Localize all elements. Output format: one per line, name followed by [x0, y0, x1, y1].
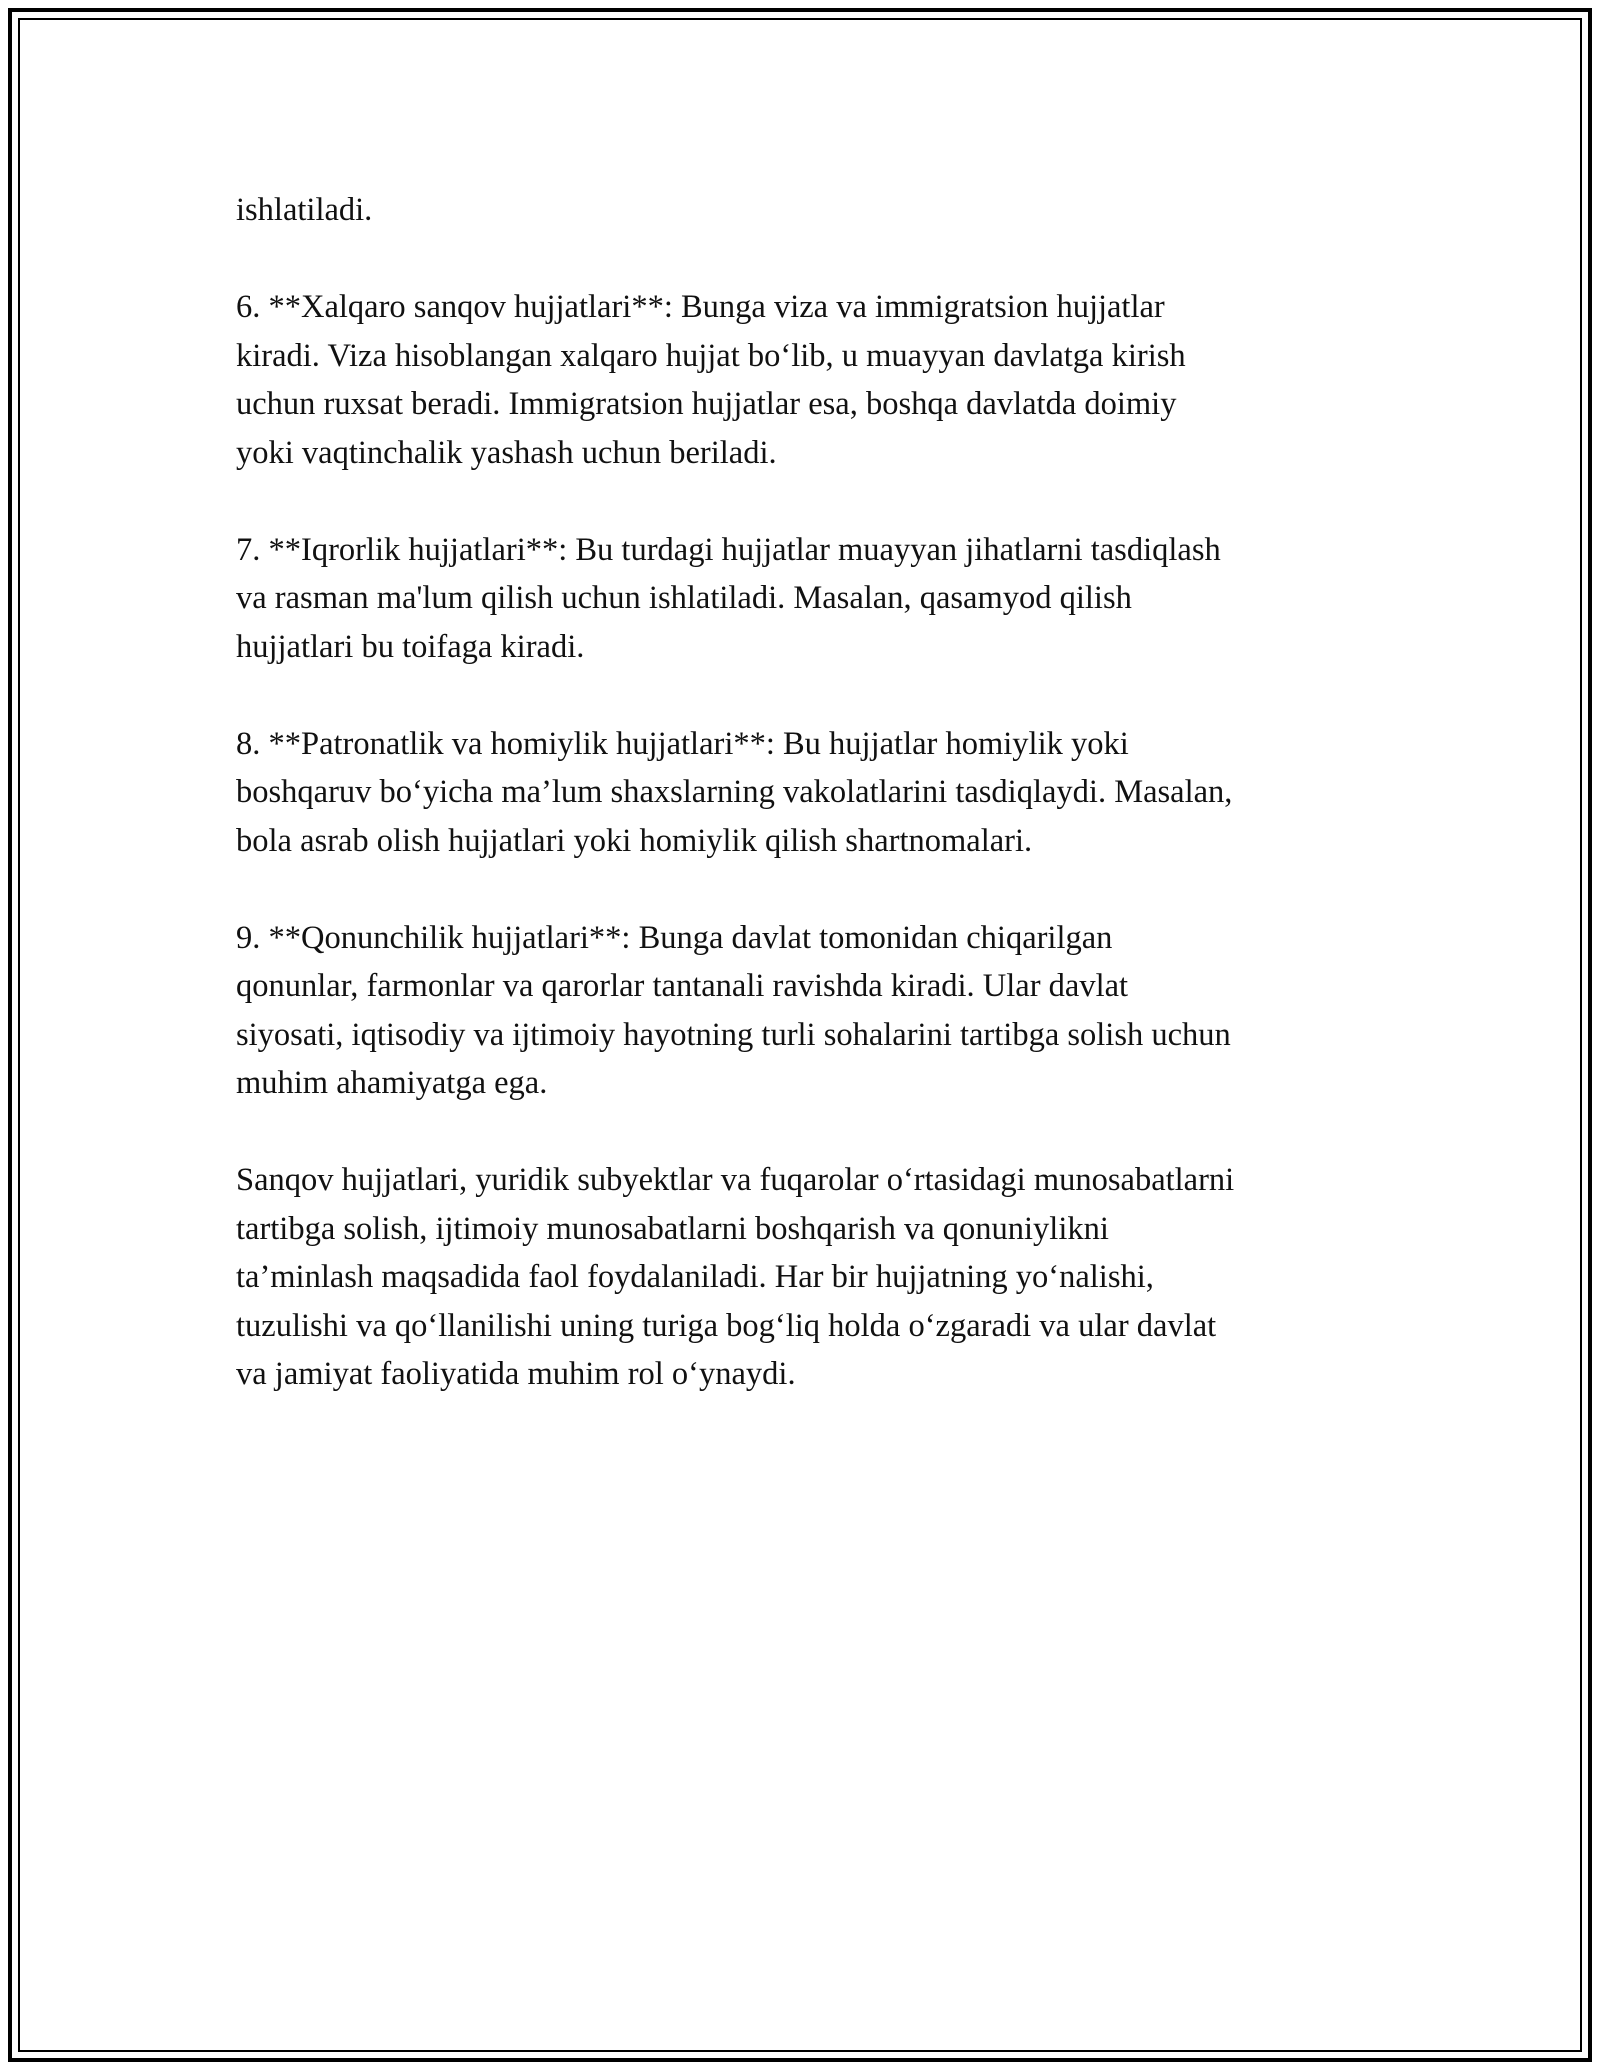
text-line: va jamiyat faoliyatida muhim rol o‘ynaydi. [236, 1356, 796, 1392]
text-line: muhim ahamiyatga ega. [236, 1065, 548, 1101]
text-line: uchun ruxsat beradi. Immigratsion hujjatlar esa, boshqa davlatda doimiy [236, 386, 1177, 422]
paragraph-item-6 [236, 283, 1366, 477]
text-line: 7. **Iqrorlik hujjatlari**: Bu turdagi hujjatlar muayyan jihatlarni tasdiqlash [236, 531, 1221, 568]
paragraph-item-9 [236, 914, 1366, 1108]
text-line: ta’minlash maqsadida faol foydalaniladi. Har bir hujjatning yo‘nalishi, [236, 1259, 1154, 1295]
text-line: qonunlar, farmonlar va qarorlar tantanali ravishda kiradi. Ular davlat [236, 968, 1129, 1004]
text-line: tartibga solish, ijtimoiy munosabatlarni boshqarish va qonuniylikni [236, 1210, 1109, 1247]
text-line: yoki vaqtinchalik yashash uchun beriladi. [236, 434, 777, 471]
text-line: tuzulishi va qo‘llanilishi uning turiga bog‘liq holda o‘zgaradi va ular davlat [236, 1307, 1217, 1344]
text-line: 6. **Xalqaro sanqov hujjatlari**: Bunga viza va immigratsion hujjatlar [236, 289, 1165, 325]
text-line: kiradi. Viza hisoblangan xalqaro hujjat bo‘lib, u muayyan davlatga kirish [236, 337, 1186, 374]
paragraph-conclusion [236, 1156, 1366, 1399]
text-line: siyosati, iqtisodiy va ijtimoiy hayotning turli sohalarini tartibga solish uchun [236, 1016, 1231, 1053]
text-line: hujjatlari bu toifaga kiradi. [236, 628, 585, 665]
paragraph-item-8 [236, 720, 1366, 866]
text-line: boshqaruv bo‘yicha ma’lum shaxslarning vakolatlarini tasdiqlaydi. Masalan, [236, 774, 1233, 810]
paragraph-continuation [236, 186, 1366, 235]
text-line: 9. **Qonunchilik hujjatlari**: Bunga davlat tomonidan chiqarilgan [236, 919, 1113, 956]
document-body [236, 186, 1366, 1447]
text-line: va rasman ma'lum qilish uchun ishlatiladi. Masalan, qasamyod qilish [236, 580, 1132, 616]
text-line: 8. **Patronatlik va homiylik hujjatlari**: Bu hujjatlar homiylik yoki [236, 725, 1129, 762]
paragraph-item-7 [236, 526, 1366, 672]
text-line: ishlatiladi. [236, 192, 373, 228]
text-line: bola asrab olish hujjatlari yoki homiylik qilish shartnomalari. [236, 822, 1033, 859]
text-line: Sanqov hujjatlari, yuridik subyektlar va fuqarolar o‘rtasidagi munosabatlarni [236, 1162, 1235, 1198]
